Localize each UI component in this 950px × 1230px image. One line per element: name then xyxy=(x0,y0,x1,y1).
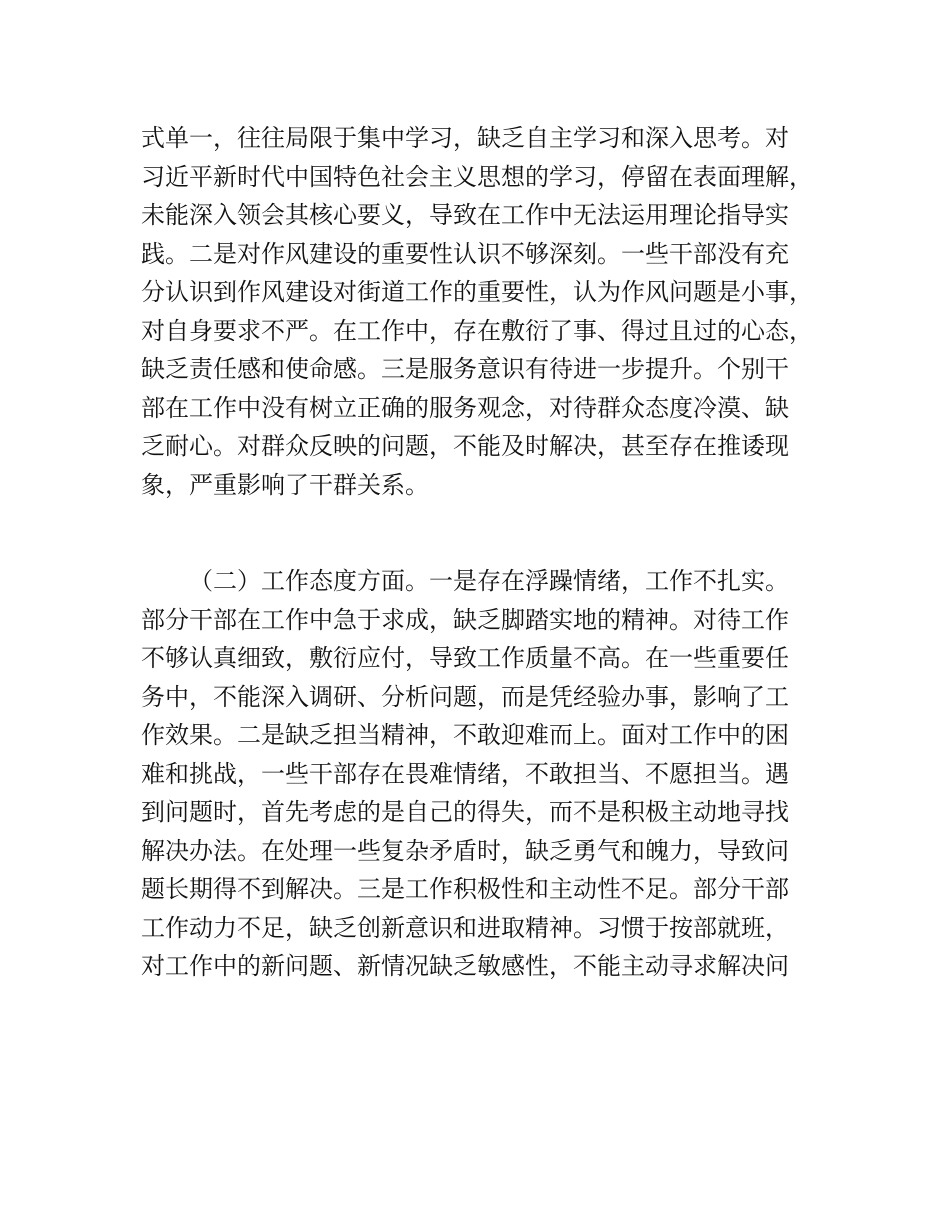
text-line: 缺乏责任感和使命感。三是服务意识有待进一步提升。个别干 xyxy=(141,355,789,383)
text-line: 难和挑战，一些干部存在畏难情绪，不敢担当、不愿担当。遇 xyxy=(141,759,789,788)
text-line: 分认识到作风建设对街道工作的重要性，认为作风问题是小事， xyxy=(141,278,813,306)
text-line: 践。二是对作风建设的重要性认识不够深刻。一些干部没有充 xyxy=(141,239,789,268)
paragraph-1 xyxy=(141,119,841,504)
text-line: 式单一，往往局限于集中学习，缺乏自主学习和深入思考。对 xyxy=(141,124,789,152)
text-line: 解决办法。在处理一些复杂矛盾时，缺乏勇气和魄力，导致问 xyxy=(141,836,789,865)
text-line: 不够认真细致，敷衍应付，导致工作质量不高。在一些重要任 xyxy=(141,644,789,672)
text-line: 未能深入领会其核心要义，导致在工作中无法运用理论指导实 xyxy=(141,201,789,229)
text-line: 习近平新时代中国特色社会主义思想的学习，停留在表面理解， xyxy=(141,162,813,191)
text-line: 对工作中的新问题、新情况缺乏敏感性，不能主动寻求解决问 xyxy=(141,952,789,980)
text-line: 对自身要求不严。在工作中，存在敷衍了事、得过且过的心态， xyxy=(141,316,813,345)
text-line: 象，严重影响了干群关系。 xyxy=(141,470,429,499)
text-line: 作效果。二是缺乏担当精神，不敢迎难而上。面对工作中的困 xyxy=(141,721,789,749)
paragraph-2 xyxy=(141,562,841,986)
text-line: 题长期得不到解决。三是工作积极性和主动性不足。部分干部 xyxy=(141,875,789,903)
text-line: 工作动力不足，缺乏创新意识和进取精神。习惯于按部就班， xyxy=(141,913,789,942)
text-line: 务中，不能深入调研、分析问题，而是凭经验办事，影响了工 xyxy=(141,682,789,711)
section-heading-line: （二）工作态度方面。一是存在浮躁情绪，工作不扎实。 xyxy=(189,567,789,595)
text-line: 部分干部在工作中急于求成，缺乏脚踏实地的精神。对待工作 xyxy=(141,605,789,634)
text-line: 到问题时，首先考虑的是自己的得失，而不是积极主动地寻找 xyxy=(141,798,789,826)
text-line: 乏耐心。对群众反映的问题，不能及时解决，甚至存在推诿现 xyxy=(141,432,789,460)
text-line: 部在工作中没有树立正确的服务观念，对待群众态度冷漠、缺 xyxy=(141,393,789,422)
